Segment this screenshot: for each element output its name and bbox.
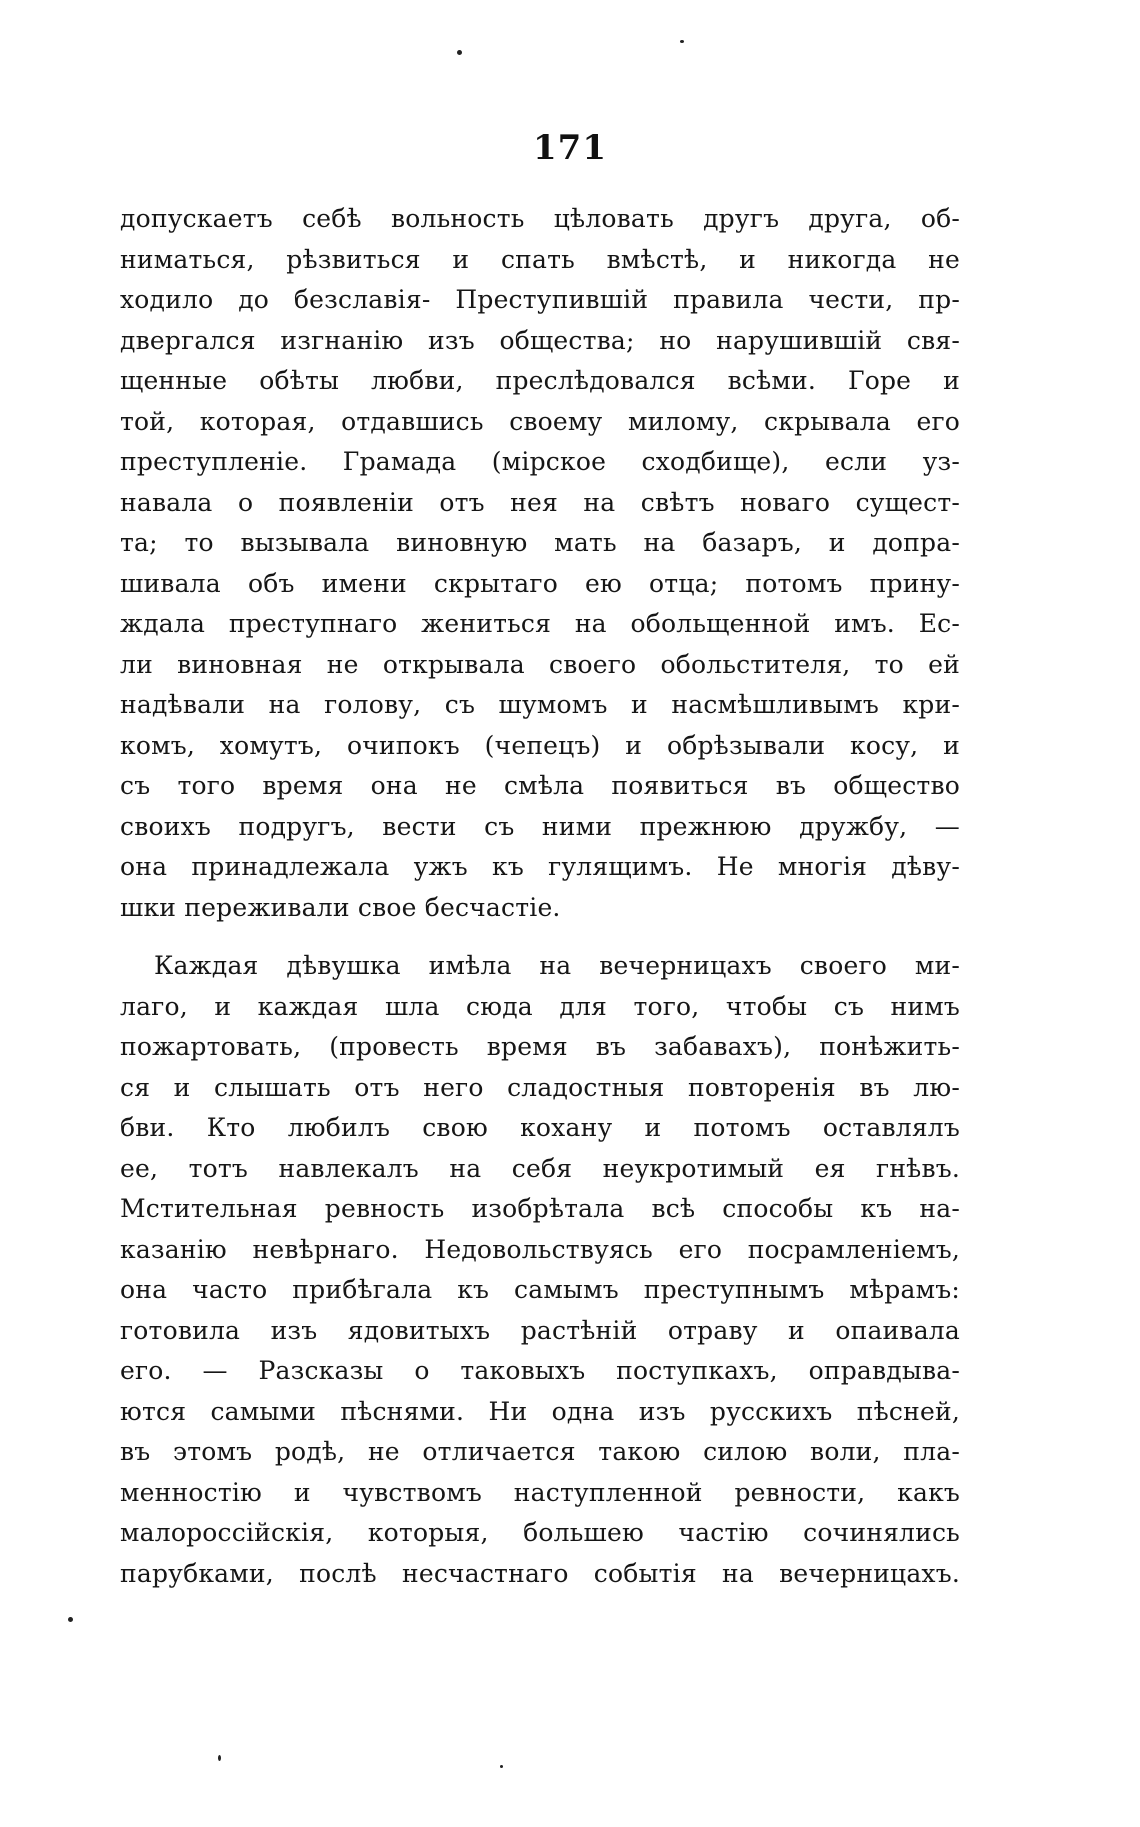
text-line: шки переживали свое бесчастіе. <box>120 892 561 922</box>
text-line: она часто прибѣгала къ самымъ преступнымъ мѣрамъ: <box>120 1275 960 1304</box>
text-line: щенные обѣты любви, преслѣдовался всѣми. Горе и <box>120 366 960 395</box>
text-line: малороссійскія, которыя, большею частію сочинялись <box>120 1518 960 1547</box>
print-speck <box>68 1617 73 1622</box>
print-speck <box>218 1755 221 1761</box>
text-line: допускаетъ себѣ вольность цѣловать другъ друга, об- <box>120 204 960 233</box>
text-line: навала о появленіи отъ нея на свѣтъ новаго сущест- <box>120 487 960 517</box>
text-line: Каждая дѣвушка имѣла на вечерницахъ своего ми- <box>154 951 960 980</box>
text-line: парубками, послѣ несчастнаго событія на вечерницахъ. <box>120 1558 960 1588</box>
text-line: лаго, и каждая шла сюда для того, чтобы съ нимъ <box>120 991 960 1021</box>
text-line: бви. Кто любилъ свою кохану и потомъ оставлялъ <box>120 1113 960 1142</box>
paragraph-2 <box>120 946 960 1594</box>
text-line: она принадлежала ужъ къ гулящимъ. Не многія дѣву- <box>120 852 960 881</box>
text-line: своихъ подругъ, вести съ ними прежнюю дружбу, — <box>120 811 960 841</box>
text-line: ниматься, рѣзвиться и спать вмѣстѣ, и никогда не <box>120 244 960 274</box>
text-line: той, которая, отдавшись своему милому, скрывала его <box>120 406 960 436</box>
text-line: двергался изгнанію изъ общества; но нарушившій свя- <box>120 325 960 355</box>
text-line: въ этомъ родѣ, не отличается такою силою воли, пла- <box>120 1437 960 1466</box>
page-number: 171 <box>533 128 607 168</box>
text-line: казанію невѣрнаго. Недовольствуясь его посрамленіемъ, <box>120 1234 960 1264</box>
text-line: комъ, хомутъ, очипокъ (чепецъ) и обрѣзывали косу, и <box>120 730 960 760</box>
paragraph-1 <box>120 199 960 928</box>
text-line: его. — Разсказы о таковыхъ поступкахъ, оправдыва- <box>120 1356 960 1385</box>
text-line: ходило до безславія- Преступившій правила чести, пр- <box>120 285 960 314</box>
print-speck <box>680 40 684 43</box>
text-line: ждала преступнаго жениться на обольщенной имъ. Ес- <box>120 609 960 638</box>
text-line: Мстительная ревность изобрѣтала всѣ способы къ на- <box>120 1194 960 1223</box>
text-line: съ того время она не смѣла появиться въ общество <box>120 771 960 800</box>
print-speck <box>457 50 462 55</box>
text-line: та; то вызывала виновную мать на базаръ, и допра- <box>120 528 960 557</box>
text-line: готовила изъ ядовитыхъ растѣній отраву и опаивала <box>120 1315 960 1345</box>
text-line: ее, тотъ навлекалъ на себя неукротимый ея гнѣвъ. <box>120 1153 960 1183</box>
print-speck <box>500 1765 503 1768</box>
text-line: пожартовать, (провесть время въ забавахъ), понѣжить- <box>120 1032 960 1061</box>
text-line: менностію и чувствомъ наступленной ревности, какъ <box>120 1477 960 1507</box>
text-line: ся и слышать отъ него сладостныя повторенія въ лю- <box>120 1072 960 1102</box>
text-line: надѣвали на голову, съ шумомъ и насмѣшливымъ кри- <box>120 690 960 719</box>
text-line: ются самыми пѣснями. Ни одна изъ русскихъ пѣсней, <box>120 1396 960 1426</box>
text-line: ли виновная не открывала своего обольстителя, то ей <box>120 649 960 679</box>
text-line: шивала объ имени скрытаго ею отца; потомъ прину- <box>120 568 960 598</box>
text-line: преступленіе. Грамада (мірское сходбище), если уз- <box>120 447 960 476</box>
